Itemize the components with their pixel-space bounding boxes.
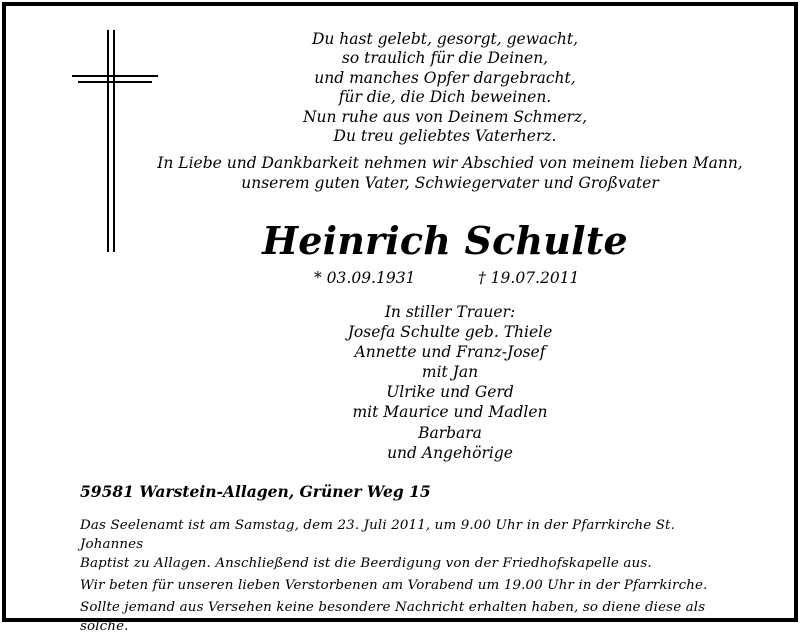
- mourner-line: und Angehörige: [387, 443, 513, 462]
- deceased-name: Heinrich Schulte: [262, 218, 628, 263]
- poem-line: und manches Opfer dargebracht,: [314, 68, 576, 87]
- mourner-line: mit Jan: [421, 363, 479, 382]
- poem-line: Nun ruhe aus von Deinem Schmerz,: [302, 107, 588, 126]
- requiem-notice-line: Baptist zu Allagen. Anschließend ist die Beerdigung von der Friedhofskapelle aus.: [80, 556, 652, 571]
- mourner-line: mit Maurice und Madlen: [352, 403, 548, 422]
- mourners-list: [280, 302, 620, 463]
- intro-line: In Liebe und Dankbarkeit nehmen wir Abschied von meinem lieben Mann,: [157, 154, 743, 172]
- prayer-notice: Wir beten für unseren lieben Verstorbenen am Vorabend um 19.00 Uhr in der Pfarrkirche.: [80, 578, 708, 593]
- mourner-line: Annette und Franz-Josef: [354, 343, 546, 362]
- mourner-line: Ulrike und Gerd: [386, 383, 514, 402]
- requiem-notice: [80, 516, 730, 573]
- poem-line: Du hast gelebt, gesorgt, gewacht,: [311, 30, 579, 48]
- poem-line: für die, die Dich beweinen.: [338, 88, 552, 107]
- mourner-line: Barbara: [418, 423, 482, 442]
- birth-date: * 03.09.1931: [314, 269, 416, 287]
- service-notices: [80, 516, 730, 639]
- poem: [250, 30, 640, 146]
- intro-line: unserem guten Vater, Schwiegervater und Großvater: [241, 174, 659, 192]
- farewell-intro: [150, 153, 750, 193]
- poem-line: Du treu geliebtes Vaterherz.: [333, 127, 557, 146]
- apology-notice: Sollte jemand aus Versehen keine besondere Nachricht erhalten haben, so diene diese als solche.: [80, 600, 706, 634]
- poem-line: so traulich für die Deinen,: [341, 49, 549, 68]
- family-address: 59581 Warstein-Allagen, Grüner Weg 15: [80, 482, 431, 501]
- mourner-line: Josefa Schulte geb. Thiele: [347, 323, 553, 342]
- mourners-heading: In stiller Trauer:: [384, 303, 516, 321]
- requiem-notice-line: Das Seelenamt ist am Samstag, dem 23. Juli 2011, um 9.00 Uhr in der Pfarrkirche St. Johannes: [80, 518, 675, 552]
- death-date: † 19.07.2011: [478, 269, 580, 287]
- cross-icon: [72, 30, 158, 252]
